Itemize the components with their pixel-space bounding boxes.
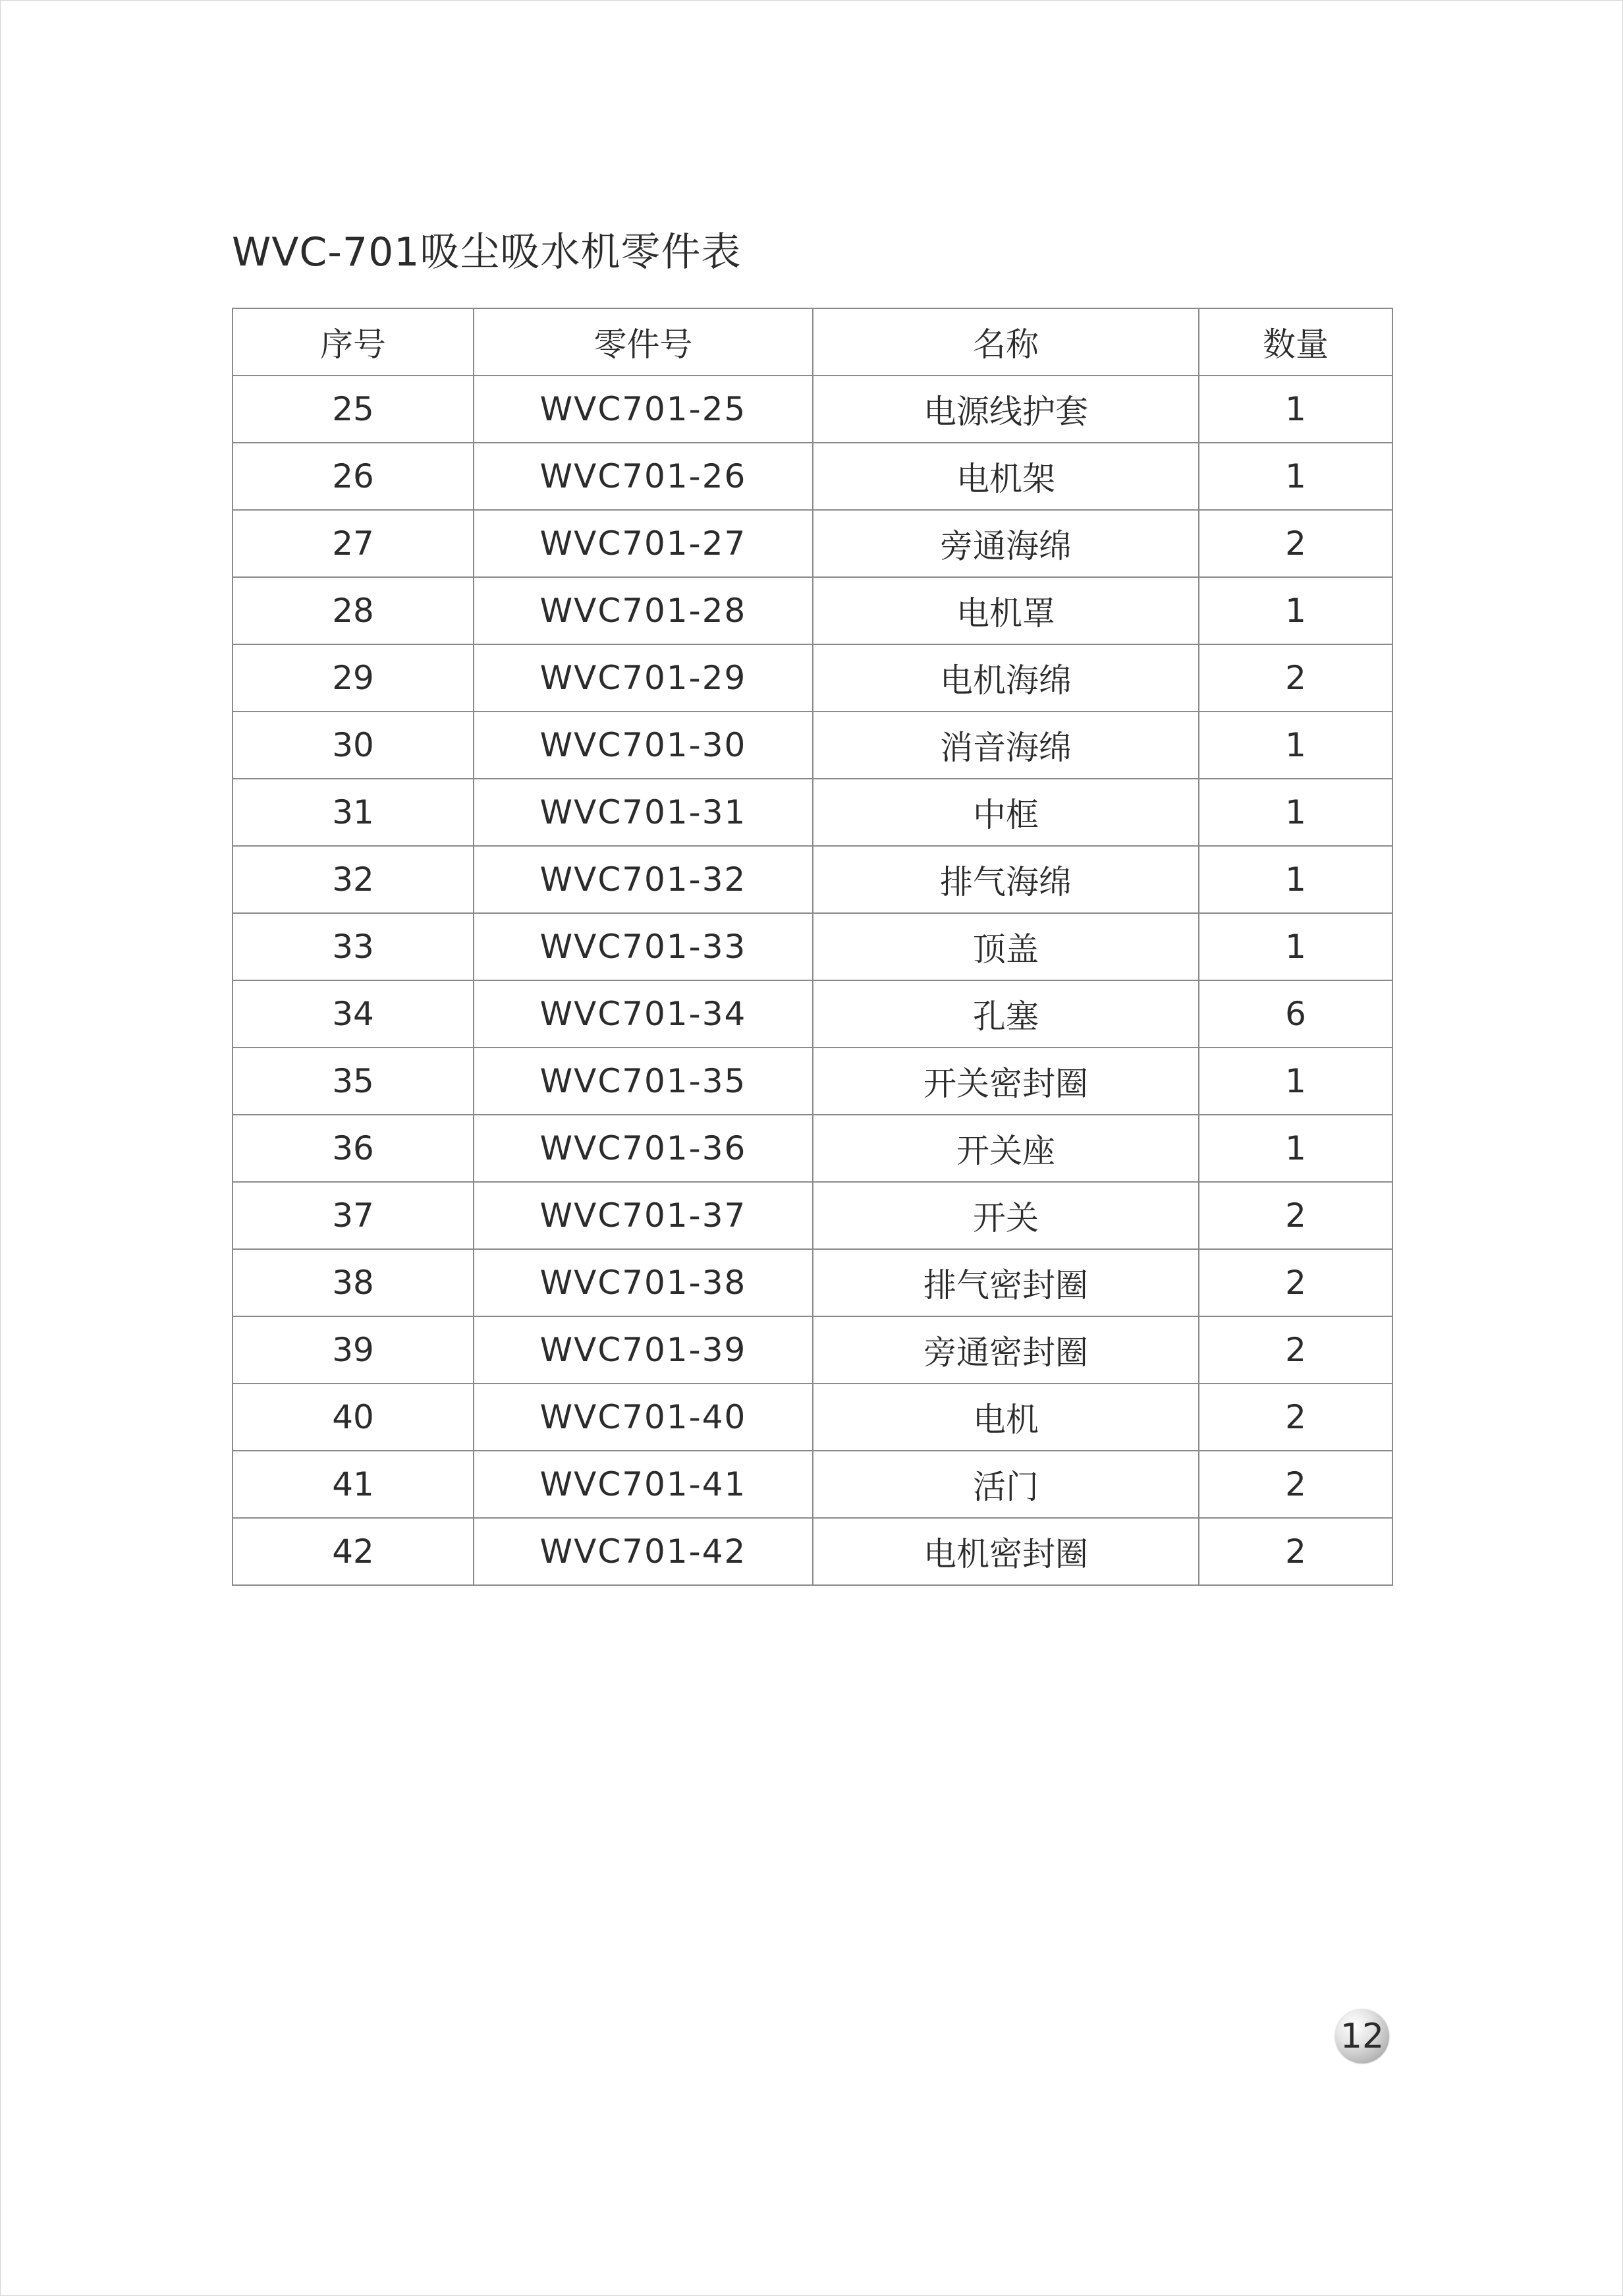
parts-table bbox=[232, 308, 1393, 1586]
cell-index: 29 bbox=[233, 644, 474, 712]
table-row bbox=[233, 577, 1392, 644]
table-header-row bbox=[233, 308, 1392, 376]
cell-part-number: WVC701-31 bbox=[474, 779, 813, 846]
cell-index: 39 bbox=[233, 1316, 474, 1384]
table-row bbox=[233, 913, 1392, 980]
cell-quantity: 1 bbox=[1199, 913, 1392, 980]
cell-index: 25 bbox=[233, 376, 474, 443]
table-row bbox=[233, 1451, 1392, 1518]
cell-quantity: 2 bbox=[1199, 1451, 1392, 1518]
table-row bbox=[233, 510, 1392, 577]
cell-name: 开关座 bbox=[813, 1115, 1199, 1182]
cell-index: 31 bbox=[233, 779, 474, 846]
cell-quantity: 2 bbox=[1199, 1518, 1392, 1585]
cell-name: 消音海绵 bbox=[813, 712, 1199, 779]
cell-name: 顶盖 bbox=[813, 913, 1199, 980]
header-index: 序号 bbox=[233, 308, 474, 376]
cell-part-number: WVC701-37 bbox=[474, 1182, 813, 1249]
table-row bbox=[233, 1249, 1392, 1316]
cell-index: 42 bbox=[233, 1518, 474, 1585]
cell-name: 电机架 bbox=[813, 443, 1199, 510]
cell-quantity: 1 bbox=[1199, 779, 1392, 846]
table-row bbox=[233, 712, 1392, 779]
table-row bbox=[233, 644, 1392, 712]
cell-index: 30 bbox=[233, 712, 474, 779]
cell-index: 40 bbox=[233, 1384, 474, 1451]
cell-quantity: 6 bbox=[1199, 980, 1392, 1048]
cell-quantity: 2 bbox=[1199, 644, 1392, 712]
cell-part-number: WVC701-36 bbox=[474, 1115, 813, 1182]
cell-index: 28 bbox=[233, 577, 474, 644]
cell-name: 中框 bbox=[813, 779, 1199, 846]
table-row bbox=[233, 1518, 1392, 1585]
cell-quantity: 1 bbox=[1199, 577, 1392, 644]
table-row bbox=[233, 443, 1392, 510]
cell-name: 电机罩 bbox=[813, 577, 1199, 644]
cell-index: 27 bbox=[233, 510, 474, 577]
cell-quantity: 2 bbox=[1199, 1384, 1392, 1451]
cell-part-number: WVC701-33 bbox=[474, 913, 813, 980]
cell-index: 38 bbox=[233, 1249, 474, 1316]
cell-name: 排气海绵 bbox=[813, 846, 1199, 913]
cell-quantity: 2 bbox=[1199, 1249, 1392, 1316]
header-quantity: 数量 bbox=[1199, 308, 1392, 376]
table-row bbox=[233, 846, 1392, 913]
table-row bbox=[233, 980, 1392, 1048]
table-row bbox=[233, 1048, 1392, 1115]
cell-part-number: WVC701-39 bbox=[474, 1316, 813, 1384]
document-title: WVC-701吸尘吸水机零件表 bbox=[232, 229, 742, 275]
table-row bbox=[233, 1384, 1392, 1451]
cell-index: 32 bbox=[233, 846, 474, 913]
cell-part-number: WVC701-28 bbox=[474, 577, 813, 644]
cell-part-number: WVC701-29 bbox=[474, 644, 813, 712]
cell-name: 开关密封圈 bbox=[813, 1048, 1199, 1115]
cell-part-number: WVC701-27 bbox=[474, 510, 813, 577]
cell-quantity: 1 bbox=[1199, 376, 1392, 443]
cell-index: 37 bbox=[233, 1182, 474, 1249]
table-row bbox=[233, 779, 1392, 846]
cell-name: 电机海绵 bbox=[813, 644, 1199, 712]
cell-index: 35 bbox=[233, 1048, 474, 1115]
cell-part-number: WVC701-42 bbox=[474, 1518, 813, 1585]
cell-name: 电源线护套 bbox=[813, 376, 1199, 443]
cell-name: 旁通密封圈 bbox=[813, 1316, 1199, 1384]
cell-name: 开关 bbox=[813, 1182, 1199, 1249]
cell-index: 36 bbox=[233, 1115, 474, 1182]
cell-name: 排气密封圈 bbox=[813, 1249, 1199, 1316]
cell-part-number: WVC701-25 bbox=[474, 376, 813, 443]
cell-index: 41 bbox=[233, 1451, 474, 1518]
table-row bbox=[233, 376, 1392, 443]
table-row bbox=[233, 1115, 1392, 1182]
cell-quantity: 1 bbox=[1199, 1115, 1392, 1182]
cell-quantity: 1 bbox=[1199, 712, 1392, 779]
cell-name: 电机密封圈 bbox=[813, 1518, 1199, 1585]
cell-part-number: WVC701-41 bbox=[474, 1451, 813, 1518]
cell-part-number: WVC701-32 bbox=[474, 846, 813, 913]
cell-part-number: WVC701-34 bbox=[474, 980, 813, 1048]
cell-part-number: WVC701-40 bbox=[474, 1384, 813, 1451]
cell-quantity: 2 bbox=[1199, 1316, 1392, 1384]
cell-quantity: 1 bbox=[1199, 1048, 1392, 1115]
table-row bbox=[233, 1316, 1392, 1384]
header-part-number: 零件号 bbox=[474, 308, 813, 376]
cell-part-number: WVC701-30 bbox=[474, 712, 813, 779]
cell-quantity: 2 bbox=[1199, 510, 1392, 577]
cell-name: 活门 bbox=[813, 1451, 1199, 1518]
page-number-badge bbox=[1335, 2009, 1389, 2063]
header-name: 名称 bbox=[813, 308, 1199, 376]
cell-quantity: 2 bbox=[1199, 1182, 1392, 1249]
cell-index: 33 bbox=[233, 913, 474, 980]
cell-quantity: 1 bbox=[1199, 443, 1392, 510]
cell-part-number: WVC701-35 bbox=[474, 1048, 813, 1115]
cell-name: 孔塞 bbox=[813, 980, 1199, 1048]
cell-name: 旁通海绵 bbox=[813, 510, 1199, 577]
cell-index: 26 bbox=[233, 443, 474, 510]
cell-part-number: WVC701-26 bbox=[474, 443, 813, 510]
page-number: 12 bbox=[1340, 2017, 1385, 2056]
cell-name: 电机 bbox=[813, 1384, 1199, 1451]
cell-part-number: WVC701-38 bbox=[474, 1249, 813, 1316]
cell-index: 34 bbox=[233, 980, 474, 1048]
cell-quantity: 1 bbox=[1199, 846, 1392, 913]
table-row bbox=[233, 1182, 1392, 1249]
